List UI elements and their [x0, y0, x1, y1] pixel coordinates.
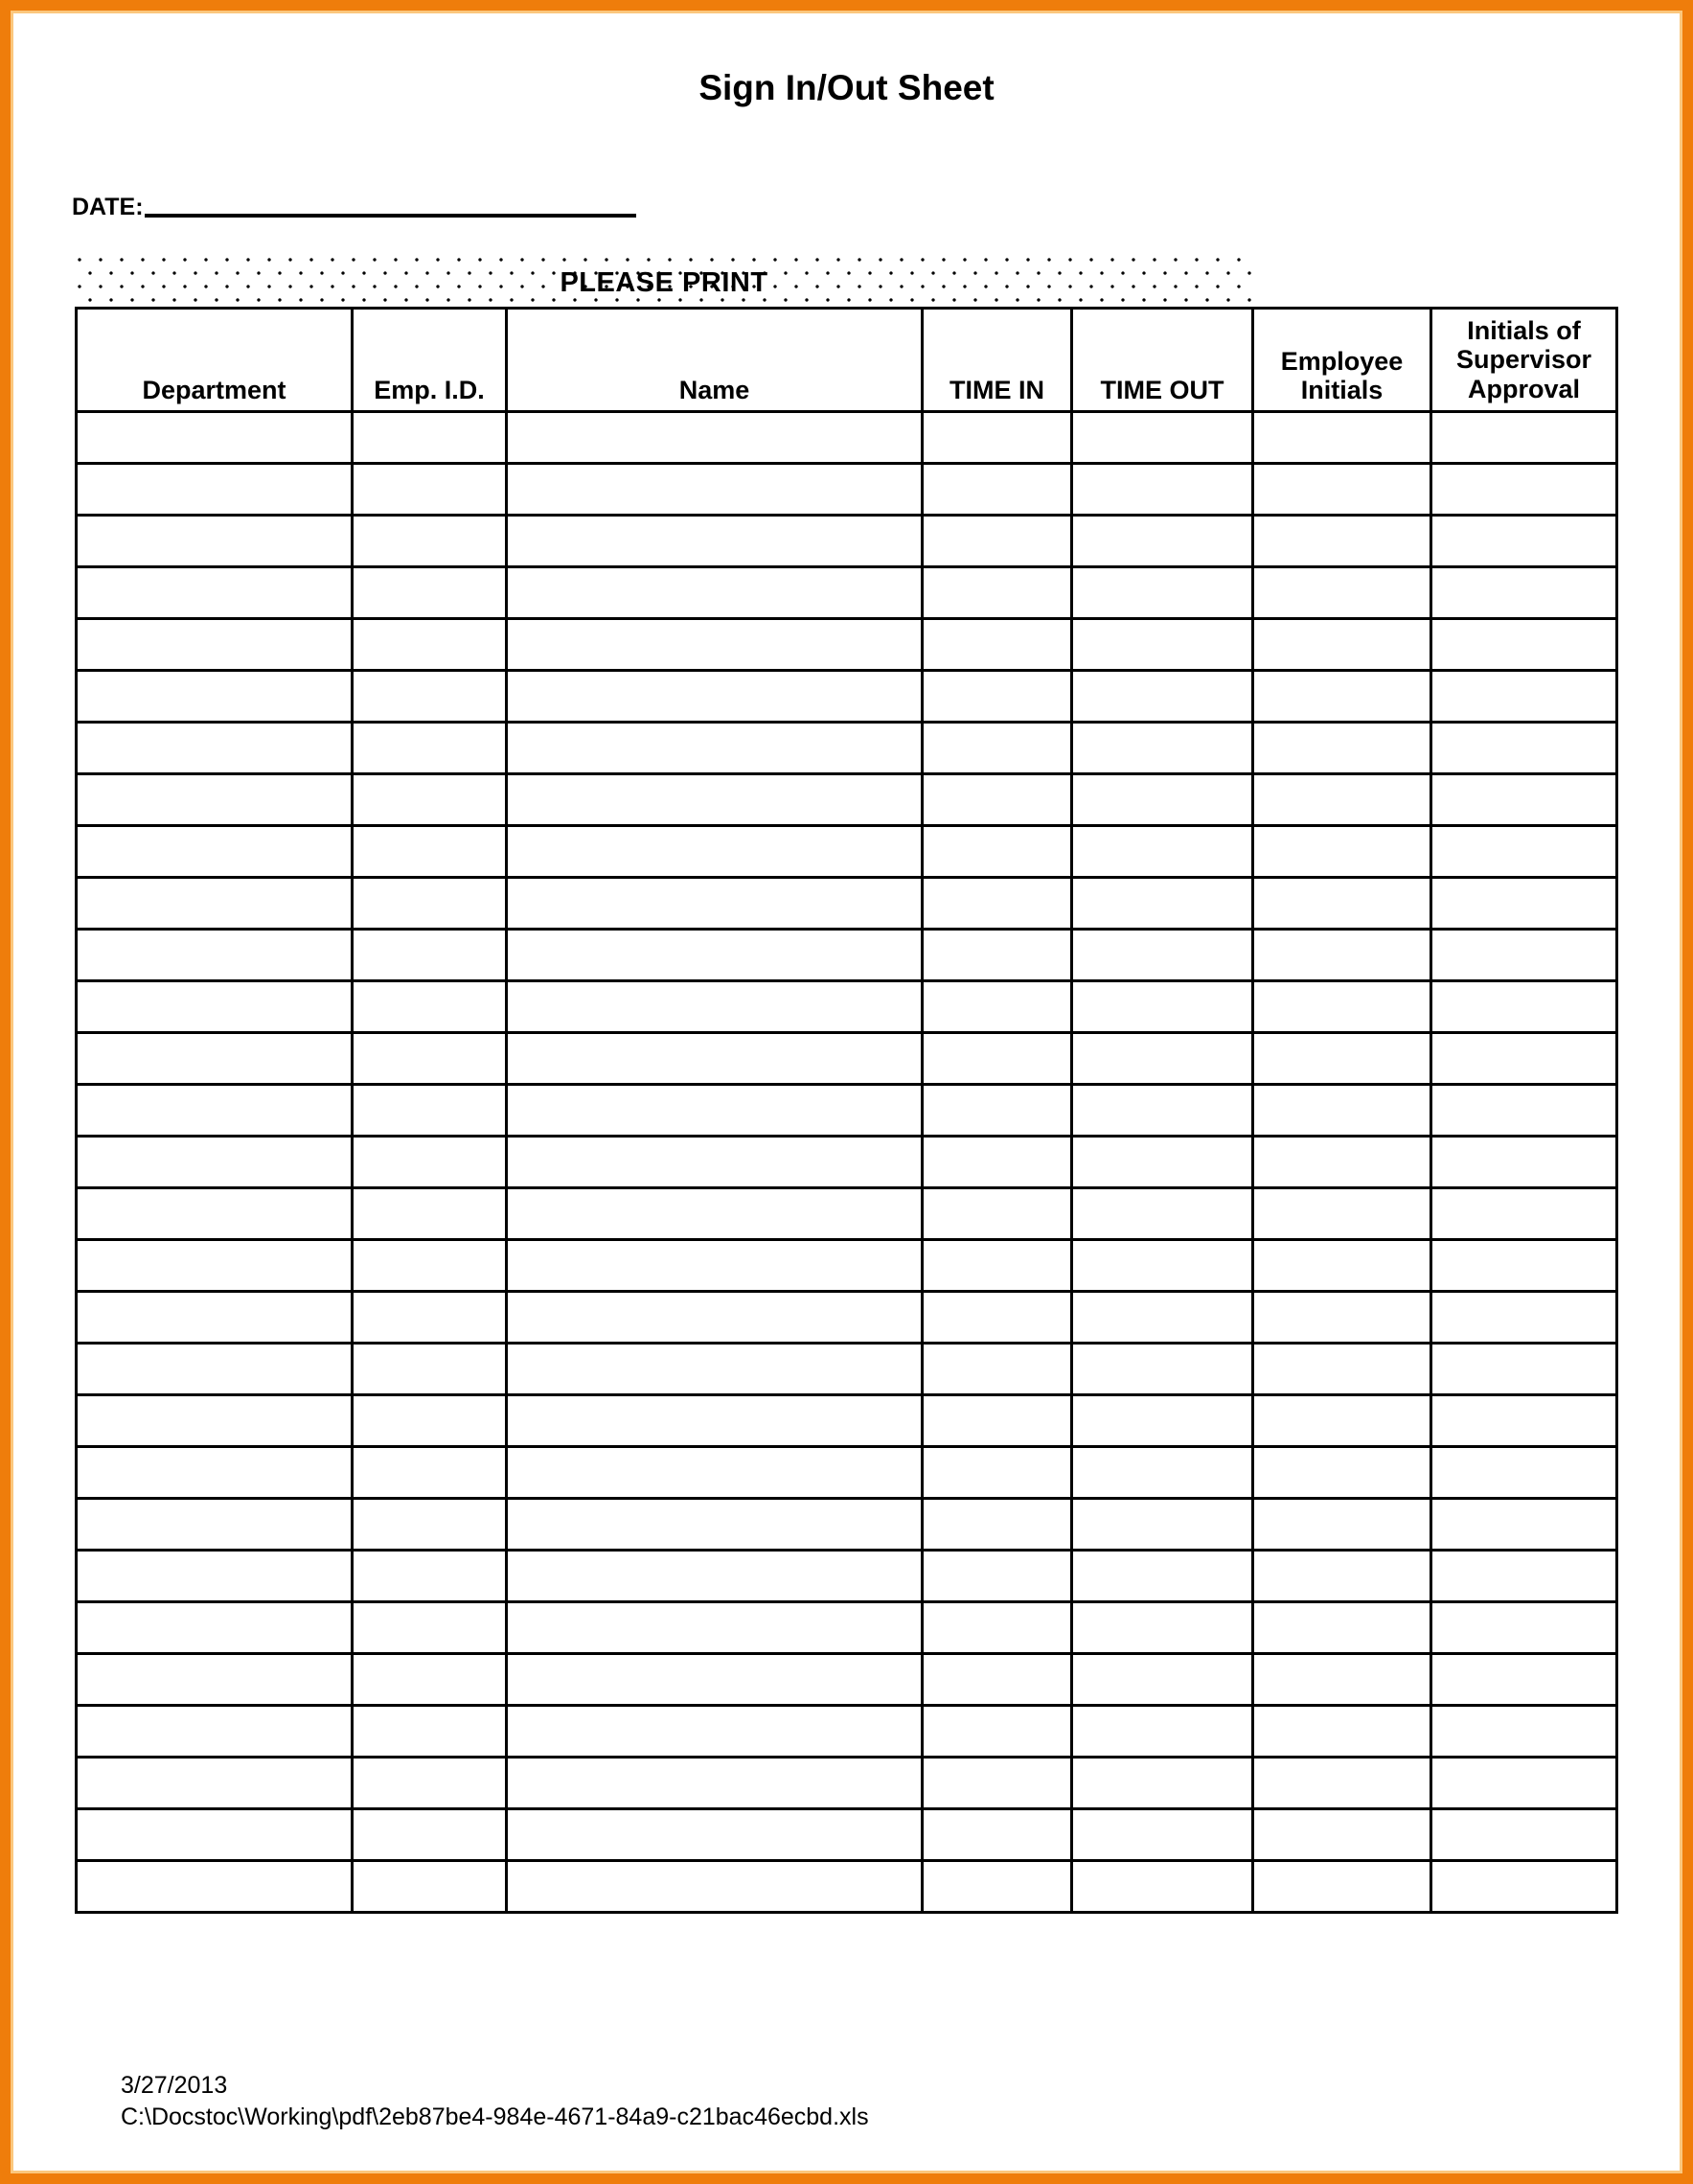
table-cell[interactable] [1072, 464, 1253, 516]
table-row[interactable] [77, 930, 1617, 981]
table-cell[interactable] [1431, 671, 1617, 723]
table-cell[interactable] [507, 878, 923, 930]
table-cell[interactable] [507, 1654, 923, 1706]
table-cell[interactable] [353, 1137, 507, 1188]
table-row[interactable] [77, 1240, 1617, 1292]
table-cell[interactable] [507, 1706, 923, 1758]
table-cell[interactable] [353, 1447, 507, 1499]
table-cell[interactable] [77, 1654, 353, 1706]
table-cell[interactable] [77, 1551, 353, 1602]
table-cell[interactable] [77, 1758, 353, 1809]
table-cell[interactable] [353, 1602, 507, 1654]
table-cell[interactable] [1072, 1344, 1253, 1395]
table-row[interactable] [77, 1447, 1617, 1499]
table-cell[interactable] [923, 1344, 1072, 1395]
table-cell[interactable] [1072, 1085, 1253, 1137]
table-cell[interactable] [923, 1602, 1072, 1654]
table-cell[interactable] [77, 1188, 353, 1240]
table-cell[interactable] [1253, 723, 1431, 774]
table-cell[interactable] [1253, 516, 1431, 567]
footer [121, 2070, 869, 2133]
table-row[interactable] [77, 1809, 1617, 1861]
table-cell[interactable] [77, 619, 353, 671]
table-cell[interactable] [1072, 1602, 1253, 1654]
footer-file-path: C:\Docstoc\Working\pdf\2eb87be4-984e-4671-84a9-c21bac46ecbd.xls [121, 2104, 869, 2130]
table-cell[interactable] [353, 619, 507, 671]
table-cell[interactable] [77, 1033, 353, 1085]
table-cell[interactable] [507, 1809, 923, 1861]
table-cell[interactable] [507, 1602, 923, 1654]
table-cell[interactable] [353, 1188, 507, 1240]
table-cell[interactable] [1253, 567, 1431, 619]
table-cell[interactable] [923, 516, 1072, 567]
table-cell[interactable] [353, 1395, 507, 1447]
footer-date: 3/27/2013 [121, 2072, 228, 2099]
table-cell[interactable] [507, 1137, 923, 1188]
table-cell[interactable] [1431, 567, 1617, 619]
table-cell[interactable] [77, 930, 353, 981]
table-cell[interactable] [1253, 1706, 1431, 1758]
table-cell[interactable] [507, 1499, 923, 1551]
table-cell[interactable] [1431, 1395, 1617, 1447]
table-cell[interactable] [1072, 930, 1253, 981]
table-cell[interactable] [1072, 1137, 1253, 1188]
table-cell[interactable] [1431, 516, 1617, 567]
table-row[interactable] [77, 619, 1617, 671]
table-cell[interactable] [1431, 1654, 1617, 1706]
table-cell[interactable] [923, 878, 1072, 930]
table-cell[interactable] [77, 1861, 353, 1913]
table-cell[interactable] [923, 619, 1072, 671]
table-cell[interactable] [1253, 1188, 1431, 1240]
table-cell[interactable] [353, 774, 507, 826]
table-cell[interactable] [353, 1499, 507, 1551]
column-header-supervisor-approval-initials: Initials of Supervisor Approval [1431, 309, 1617, 412]
table-cell[interactable] [353, 1809, 507, 1861]
table-cell[interactable] [507, 1395, 923, 1447]
table-row[interactable] [77, 412, 1617, 464]
table-row[interactable] [77, 516, 1617, 567]
table-cell[interactable] [1072, 1499, 1253, 1551]
table-cell[interactable] [77, 1137, 353, 1188]
table-cell[interactable] [77, 1085, 353, 1137]
table-cell[interactable] [1253, 1861, 1431, 1913]
table-cell[interactable] [507, 464, 923, 516]
table-cell[interactable] [1431, 774, 1617, 826]
table-cell[interactable] [1253, 878, 1431, 930]
table-cell[interactable] [507, 516, 923, 567]
table-cell[interactable] [923, 412, 1072, 464]
table-cell[interactable] [1431, 878, 1617, 930]
table-cell[interactable] [77, 1706, 353, 1758]
date-label: DATE: [72, 194, 144, 220]
table-cell[interactable] [1253, 671, 1431, 723]
table-cell[interactable] [1431, 1602, 1617, 1654]
table-cell[interactable] [1253, 1137, 1431, 1188]
table-cell[interactable] [1431, 1551, 1617, 1602]
table-cell[interactable] [923, 1758, 1072, 1809]
table-cell[interactable] [1253, 1654, 1431, 1706]
table-cell[interactable] [1072, 1809, 1253, 1861]
table-cell[interactable] [1072, 878, 1253, 930]
table-row[interactable] [77, 1085, 1617, 1137]
table-cell[interactable] [923, 1706, 1072, 1758]
table-row[interactable] [77, 826, 1617, 878]
table-cell[interactable] [507, 1861, 923, 1913]
table-cell[interactable] [353, 1240, 507, 1292]
table-row[interactable] [77, 1033, 1617, 1085]
table-cell[interactable] [353, 1344, 507, 1395]
table-cell[interactable] [77, 516, 353, 567]
table-cell[interactable] [77, 1602, 353, 1654]
please-print-notice: PLEASE PRINT [560, 267, 768, 298]
table-cell[interactable] [1431, 464, 1617, 516]
table-row[interactable] [77, 1758, 1617, 1809]
table-cell[interactable] [353, 464, 507, 516]
table-cell[interactable] [353, 981, 507, 1033]
table-cell[interactable] [923, 1137, 1072, 1188]
table-cell[interactable] [353, 1861, 507, 1913]
table-cell[interactable] [507, 1188, 923, 1240]
table-cell[interactable] [507, 619, 923, 671]
table-cell[interactable] [1431, 1085, 1617, 1137]
table-cell[interactable] [1072, 774, 1253, 826]
table-cell[interactable] [1431, 826, 1617, 878]
table-cell[interactable] [507, 671, 923, 723]
table-cell[interactable] [1253, 981, 1431, 1033]
table-cell[interactable] [1431, 981, 1617, 1033]
table-cell[interactable] [923, 1033, 1072, 1085]
table-cell[interactable] [1253, 1758, 1431, 1809]
table-cell[interactable] [1072, 1188, 1253, 1240]
table-header-row [77, 309, 1617, 412]
table-row[interactable] [77, 1602, 1617, 1654]
table-cell[interactable] [1253, 1033, 1431, 1085]
table-cell[interactable] [923, 1292, 1072, 1344]
table-cell[interactable] [507, 1085, 923, 1137]
table-cell[interactable] [77, 1240, 353, 1292]
table-cell[interactable] [1253, 1602, 1431, 1654]
table-cell[interactable] [1253, 619, 1431, 671]
sign-in-out-table [75, 307, 1618, 1914]
table-cell[interactable] [1072, 981, 1253, 1033]
column-header-department: Department [77, 309, 353, 412]
table-cell[interactable] [1072, 1654, 1253, 1706]
table-cell[interactable] [77, 412, 353, 464]
table-cell[interactable] [77, 567, 353, 619]
table-cell[interactable] [77, 1344, 353, 1395]
table-cell[interactable] [77, 1809, 353, 1861]
table-cell[interactable] [923, 1395, 1072, 1447]
table-cell[interactable] [923, 1861, 1072, 1913]
table-cell[interactable] [507, 1240, 923, 1292]
table-cell[interactable] [77, 1395, 353, 1447]
table-row[interactable] [77, 1706, 1617, 1758]
table-cell[interactable] [1253, 1551, 1431, 1602]
table-cell[interactable] [923, 1499, 1072, 1551]
table-cell[interactable] [353, 1292, 507, 1344]
table-cell[interactable] [1253, 1447, 1431, 1499]
table-cell[interactable] [353, 412, 507, 464]
table-cell[interactable] [923, 567, 1072, 619]
table-cell[interactable] [77, 878, 353, 930]
table-cell[interactable] [923, 464, 1072, 516]
table-cell[interactable] [1431, 412, 1617, 464]
table-cell[interactable] [353, 1551, 507, 1602]
table-cell[interactable] [1072, 1292, 1253, 1344]
table-cell[interactable] [1431, 619, 1617, 671]
table-cell[interactable] [1072, 1706, 1253, 1758]
table-cell[interactable] [353, 1758, 507, 1809]
date-blank-line[interactable] [145, 214, 636, 218]
table-cell[interactable] [353, 1706, 507, 1758]
table-cell[interactable] [1253, 1344, 1431, 1395]
table-row[interactable] [77, 567, 1617, 619]
table-cell[interactable] [353, 567, 507, 619]
table-cell[interactable] [1431, 1033, 1617, 1085]
table-cell[interactable] [1431, 1292, 1617, 1344]
table-cell[interactable] [1253, 930, 1431, 981]
table-row[interactable] [77, 981, 1617, 1033]
table-cell[interactable] [507, 1033, 923, 1085]
table-cell[interactable] [1072, 1033, 1253, 1085]
table-row[interactable] [77, 723, 1617, 774]
table-cell[interactable] [923, 774, 1072, 826]
table-cell[interactable] [1431, 1758, 1617, 1809]
table-cell[interactable] [1072, 516, 1253, 567]
table-cell[interactable] [353, 878, 507, 930]
table-cell[interactable] [923, 1551, 1072, 1602]
table-cell[interactable] [1072, 1447, 1253, 1499]
date-field[interactable] [72, 195, 636, 219]
table-cell[interactable] [353, 516, 507, 567]
column-header-employee-initials: Employee Initials [1253, 309, 1431, 412]
table-cell[interactable] [507, 826, 923, 878]
sheet-body [13, 13, 1680, 2171]
table-cell[interactable] [1431, 1809, 1617, 1861]
table-cell[interactable] [507, 981, 923, 1033]
table-cell[interactable] [1072, 1551, 1253, 1602]
table-cell[interactable] [1072, 412, 1253, 464]
table-cell[interactable] [1072, 671, 1253, 723]
table-cell[interactable] [77, 1447, 353, 1499]
table-row[interactable] [77, 1654, 1617, 1706]
table-cell[interactable] [353, 723, 507, 774]
table-cell[interactable] [923, 1447, 1072, 1499]
column-header-name: Name [507, 309, 923, 412]
table-cell[interactable] [507, 1292, 923, 1344]
table-cell[interactable] [1253, 412, 1431, 464]
table-cell[interactable] [1431, 1861, 1617, 1913]
table-cell[interactable] [1253, 464, 1431, 516]
table-cell[interactable] [1072, 1240, 1253, 1292]
table-cell[interactable] [923, 930, 1072, 981]
column-header-time-in: TIME IN [923, 309, 1072, 412]
table-cell[interactable] [923, 981, 1072, 1033]
table-row[interactable] [77, 1292, 1617, 1344]
table-cell[interactable] [353, 1654, 507, 1706]
table-cell[interactable] [1253, 1240, 1431, 1292]
column-header-emp-id: Emp. I.D. [353, 309, 507, 412]
table-body [77, 412, 1617, 1913]
table-row[interactable] [77, 1344, 1617, 1395]
table-cell[interactable] [1253, 774, 1431, 826]
table-cell[interactable] [1431, 1188, 1617, 1240]
table-cell[interactable] [353, 826, 507, 878]
table-row[interactable] [77, 464, 1617, 516]
table-row[interactable] [77, 1137, 1617, 1188]
table-cell[interactable] [1072, 1861, 1253, 1913]
table-cell[interactable] [1431, 930, 1617, 981]
table-cell[interactable] [353, 671, 507, 723]
column-header-time-out: TIME OUT [1072, 309, 1253, 412]
table-row[interactable] [77, 1499, 1617, 1551]
table-cell[interactable] [507, 774, 923, 826]
table-cell[interactable] [507, 1447, 923, 1499]
table-cell[interactable] [1431, 723, 1617, 774]
table-cell[interactable] [1072, 1395, 1253, 1447]
table-cell[interactable] [1431, 1499, 1617, 1551]
table-cell[interactable] [353, 930, 507, 981]
table-cell[interactable] [77, 774, 353, 826]
table-cell[interactable] [77, 723, 353, 774]
table-cell[interactable] [77, 671, 353, 723]
table-cell[interactable] [1072, 723, 1253, 774]
table-cell[interactable] [507, 567, 923, 619]
table-cell[interactable] [353, 1085, 507, 1137]
table-cell[interactable] [1072, 567, 1253, 619]
table-cell[interactable] [1253, 1395, 1431, 1447]
table-row[interactable] [77, 1551, 1617, 1602]
table-cell[interactable] [923, 1085, 1072, 1137]
table-cell[interactable] [507, 412, 923, 464]
table-cell[interactable] [507, 930, 923, 981]
table-cell[interactable] [77, 981, 353, 1033]
table-cell[interactable] [507, 723, 923, 774]
page-title: Sign In/Out Sheet [698, 68, 995, 107]
table-cell[interactable] [1431, 1344, 1617, 1395]
table-cell[interactable] [77, 1292, 353, 1344]
table-row[interactable] [77, 1395, 1617, 1447]
table-row[interactable] [77, 671, 1617, 723]
table-row[interactable] [77, 1188, 1617, 1240]
table-cell[interactable] [1072, 619, 1253, 671]
table-cell[interactable] [507, 1758, 923, 1809]
table-cell[interactable] [1431, 1706, 1617, 1758]
table-cell[interactable] [507, 1344, 923, 1395]
table-cell[interactable] [1431, 1447, 1617, 1499]
table-cell[interactable] [353, 1033, 507, 1085]
table-cell[interactable] [923, 1809, 1072, 1861]
table-cell[interactable] [1253, 1292, 1431, 1344]
table-cell[interactable] [77, 826, 353, 878]
table-cell[interactable] [923, 1188, 1072, 1240]
table-cell[interactable] [1253, 1809, 1431, 1861]
table-cell[interactable] [1072, 1758, 1253, 1809]
table-cell[interactable] [507, 1551, 923, 1602]
table-cell[interactable] [1431, 1137, 1617, 1188]
table-row[interactable] [77, 878, 1617, 930]
table-row[interactable] [77, 1861, 1617, 1913]
table-cell[interactable] [77, 1499, 353, 1551]
table-cell[interactable] [1072, 826, 1253, 878]
table-cell[interactable] [923, 1240, 1072, 1292]
table-cell[interactable] [923, 671, 1072, 723]
table-cell[interactable] [1431, 1240, 1617, 1292]
table-cell[interactable] [923, 826, 1072, 878]
table-cell[interactable] [1253, 826, 1431, 878]
table-cell[interactable] [923, 723, 1072, 774]
table-cell[interactable] [1253, 1499, 1431, 1551]
table-row[interactable] [77, 774, 1617, 826]
table-cell[interactable] [1253, 1085, 1431, 1137]
table-cell[interactable] [77, 464, 353, 516]
table-cell[interactable] [923, 1654, 1072, 1706]
